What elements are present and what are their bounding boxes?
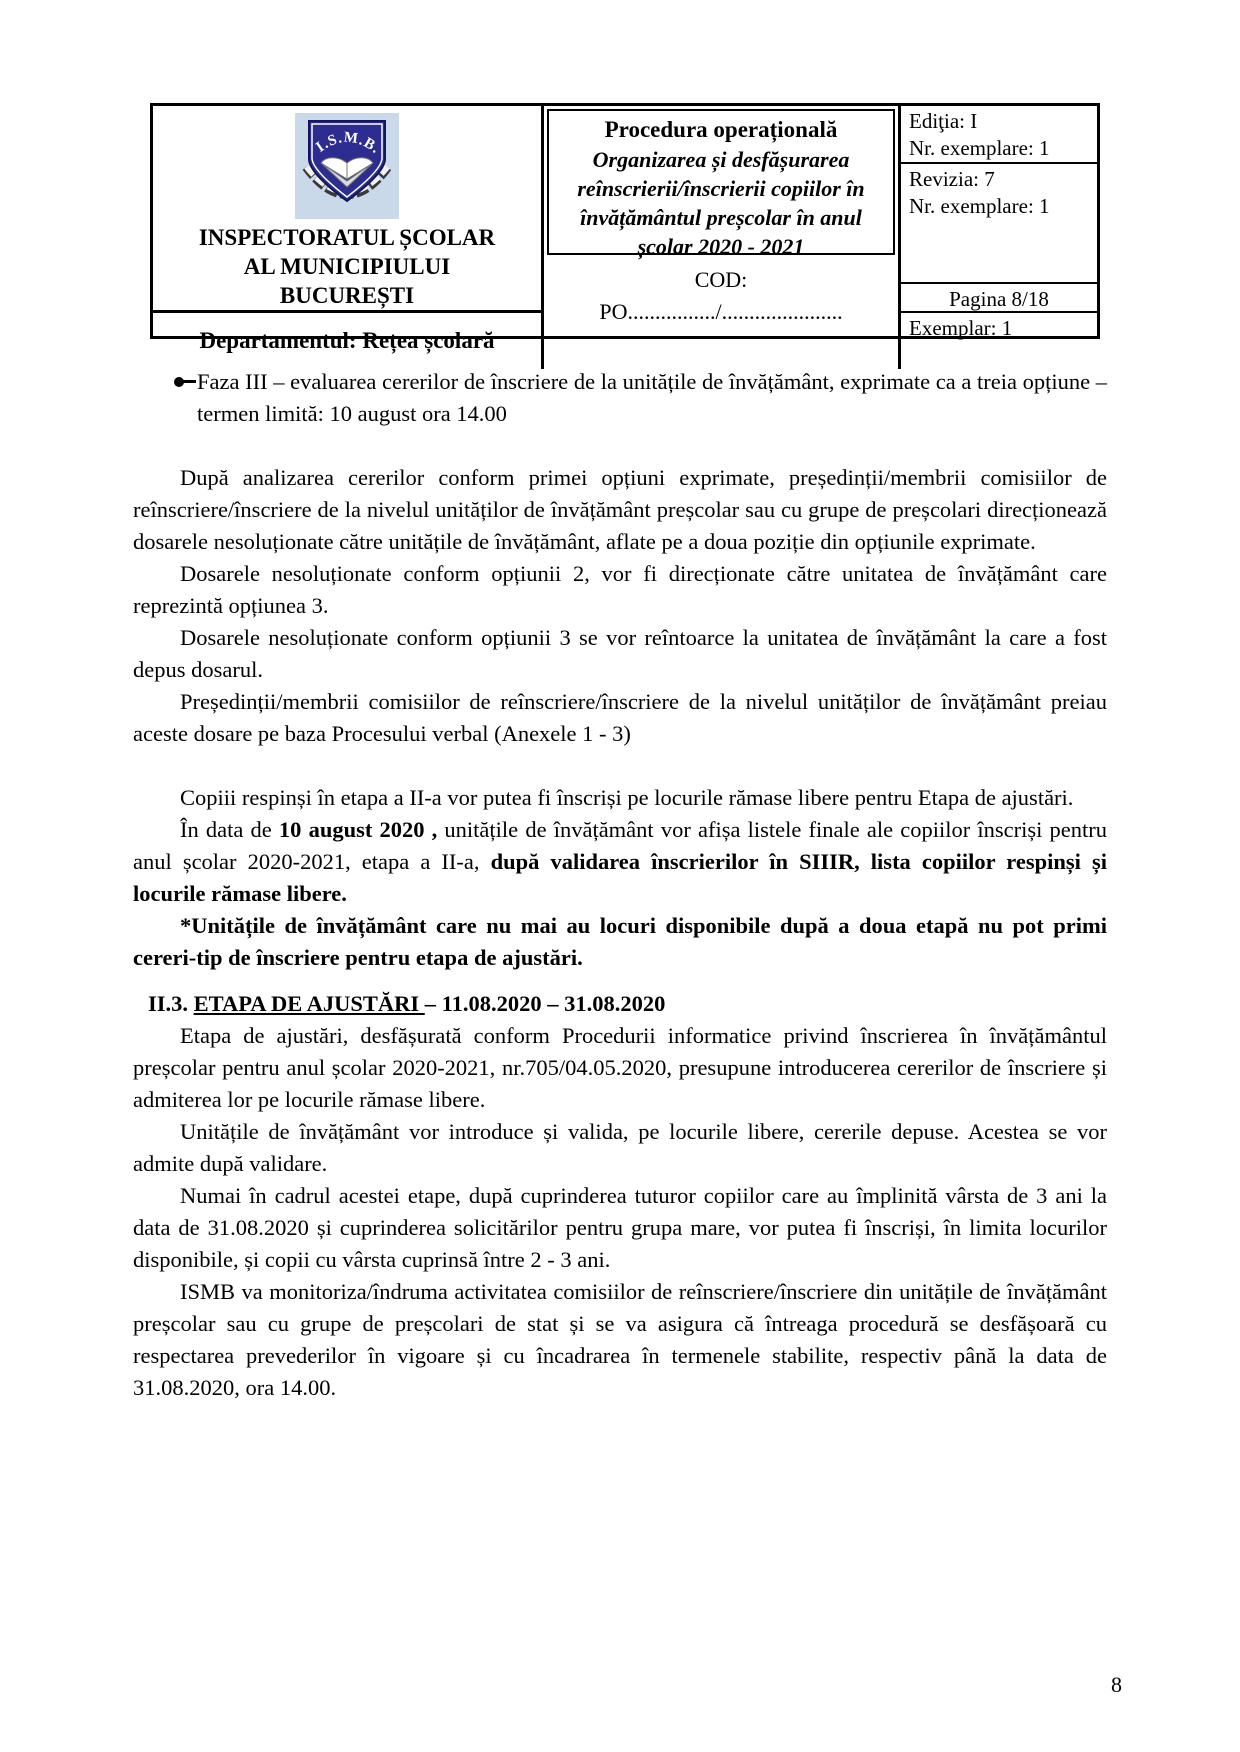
header-left-column	[153, 106, 541, 369]
text-run: Numai în cadrul acestei etape, după cuprinderea tuturor copiilor care au împlinită vârsta de 3 ani la data de 31.08.2020 și cuprinderea solicitărilor pentru grupa mare, vor putea fi înscriși, în limita locurilor disponibile, și copii cu vârsta cuprinsă între 2 - 3 ani.	[133, 1183, 1107, 1272]
revision-copies: Nr. exemplare: 1	[909, 194, 1050, 218]
procedure-subtitle: Organizarea și desfășurarea reînscrierii/înscrierii copiilor în învățământul preșcolar în anul școlar 2020 - 2021	[577, 147, 865, 259]
text-run: ISMB va monitoriza/îndruma activitatea comisiilor de reînscriere/înscriere din unitățile de învățământ preșcolar sau cu grupe de preșcolari de stat și se va asigura că întreaga procedură se desfășoară cu respectarea prevederilor în vigoare și cu încadrarea în termenele stabilite, respectiv până la data de 31.08.2020, ora 14.00.	[133, 1279, 1107, 1400]
text-run: Unitățile de învățământ vor introduce și valida, pe locurile libere, cererile depuse. Acestea se vor admite după validare.	[133, 1119, 1107, 1176]
paragraph	[133, 558, 1107, 622]
text-run: ETAPA DE AJUSTĂRI	[193, 991, 425, 1016]
text-run: Președinții/membrii comisiilor de reînscriere/înscriere de la nivelul unităților de învățământ preiau aceste dosare pe baza Procesului verbal (Anexele 1 - 3)	[133, 689, 1107, 746]
paragraph	[133, 1276, 1107, 1404]
ismb-logo	[295, 113, 399, 219]
exemplar-cell: Exemplar: 1	[909, 316, 1013, 340]
text-run: *Unitățile de învățământ care nu mai au locuri disponibile după a doua etapă nu pot primi cereri-tip de înscriere pentru etapa de ajustări.	[133, 913, 1107, 970]
text-run: Faza III – evaluarea cererilor de înscriere de la unitățile de învățământ, exprimate ca a treia opțiune – termen limită: 10 august ora 14.00	[197, 369, 1107, 426]
text-run: – 11.08.2020 – 31.08.2020	[424, 991, 666, 1016]
text-run: Dosarele nesoluționate conform opțiunii 3 se vor reîntoarce la unitatea de învățământ la care a fost depus dosarul.	[133, 625, 1107, 682]
page-indicator-cell: Pagina 8/18	[901, 284, 1097, 313]
edition-cell	[901, 106, 1097, 164]
paragraph	[133, 814, 1107, 910]
paragraph	[133, 686, 1107, 750]
paragraph	[133, 782, 1107, 814]
document-body	[133, 366, 1107, 1404]
paragraph	[133, 622, 1107, 686]
text-run: Dosarele nesoluționate conform opțiunii 2, vor fi direcționate către unitatea de învățământ care reprezintă opțiunea 3.	[133, 561, 1107, 618]
paragraph	[133, 1180, 1107, 1276]
org-name	[199, 223, 495, 310]
edition-label: Ediţia: I	[909, 109, 978, 133]
bullet-icon	[177, 380, 196, 383]
revision-cell	[901, 164, 1097, 284]
bullet-item	[133, 366, 1107, 430]
cod-value: PO................/......................	[599, 299, 843, 324]
page-number: 8	[1111, 1672, 1122, 1697]
org-name-line3: BUCUREȘTI	[279, 283, 415, 308]
header-table	[150, 103, 1100, 353]
text-run: Copiii respinși în etapa a II-a vor putea fi înscriși pe locurile rămase libere pentru Etapa de ajustări.	[180, 785, 1074, 810]
procedure-box	[547, 109, 895, 259]
org-name-line1: INSPECTORATUL ȘCOLAR	[198, 225, 496, 250]
org-cell	[153, 106, 541, 313]
paragraph	[133, 1020, 1107, 1116]
department-cell: Departamentul: Rețea școlară	[199, 328, 495, 353]
org-name-line2: AL MUNICIPIULUI	[243, 254, 451, 279]
text-run: În data de	[180, 817, 279, 842]
text-run: II.3.	[148, 991, 194, 1016]
cod-cell	[544, 258, 898, 369]
paragraph	[133, 910, 1107, 974]
revision-label: Revizia: 7	[909, 167, 995, 191]
text-run: 10 august 2020 ,	[278, 817, 438, 842]
logo-monogram: I.S.M.B.	[313, 129, 384, 158]
header-middle-column	[541, 106, 901, 369]
text-run: unitățile de învățământ vor afișa listele finale ale copiilor înscriși pentru anul școlar 2020-2021, etapa a II-a,	[133, 817, 1107, 874]
paragraph	[133, 462, 1107, 558]
header-right-column	[901, 106, 1097, 369]
text-run: Etapa de ajustări, desfășurată conform Procedurii informatice privind înscrierea în învățământul preșcolar pentru anul școlar 2020-2021, nr.705/04.05.2020, presupune introducerea cererilor de înscriere și admiterea lor pe locurile rămase libere.	[133, 1023, 1107, 1112]
text-run: după validarea înscrierilor în SIIIR, lista copiilor respinși și locurile rămase libere.	[133, 849, 1107, 906]
paragraph	[133, 1116, 1107, 1180]
cod-label: COD:	[694, 267, 748, 292]
edition-copies: Nr. exemplare: 1	[909, 136, 1050, 160]
text-run: După analizarea cererilor conform primei opțiuni exprimate, președinții/membrii comisiilor de reînscriere/înscriere de la nivelul unităților de învățământ preșcolar sau cu grupe de preșcolari direcționează dosarele nesoluționate către unitățile de învățământ, aflate pe a doua poziție din opțiunile exprimate.	[133, 465, 1107, 554]
section-heading	[133, 988, 1107, 1020]
procedure-title: Procedura operațională	[604, 117, 838, 142]
